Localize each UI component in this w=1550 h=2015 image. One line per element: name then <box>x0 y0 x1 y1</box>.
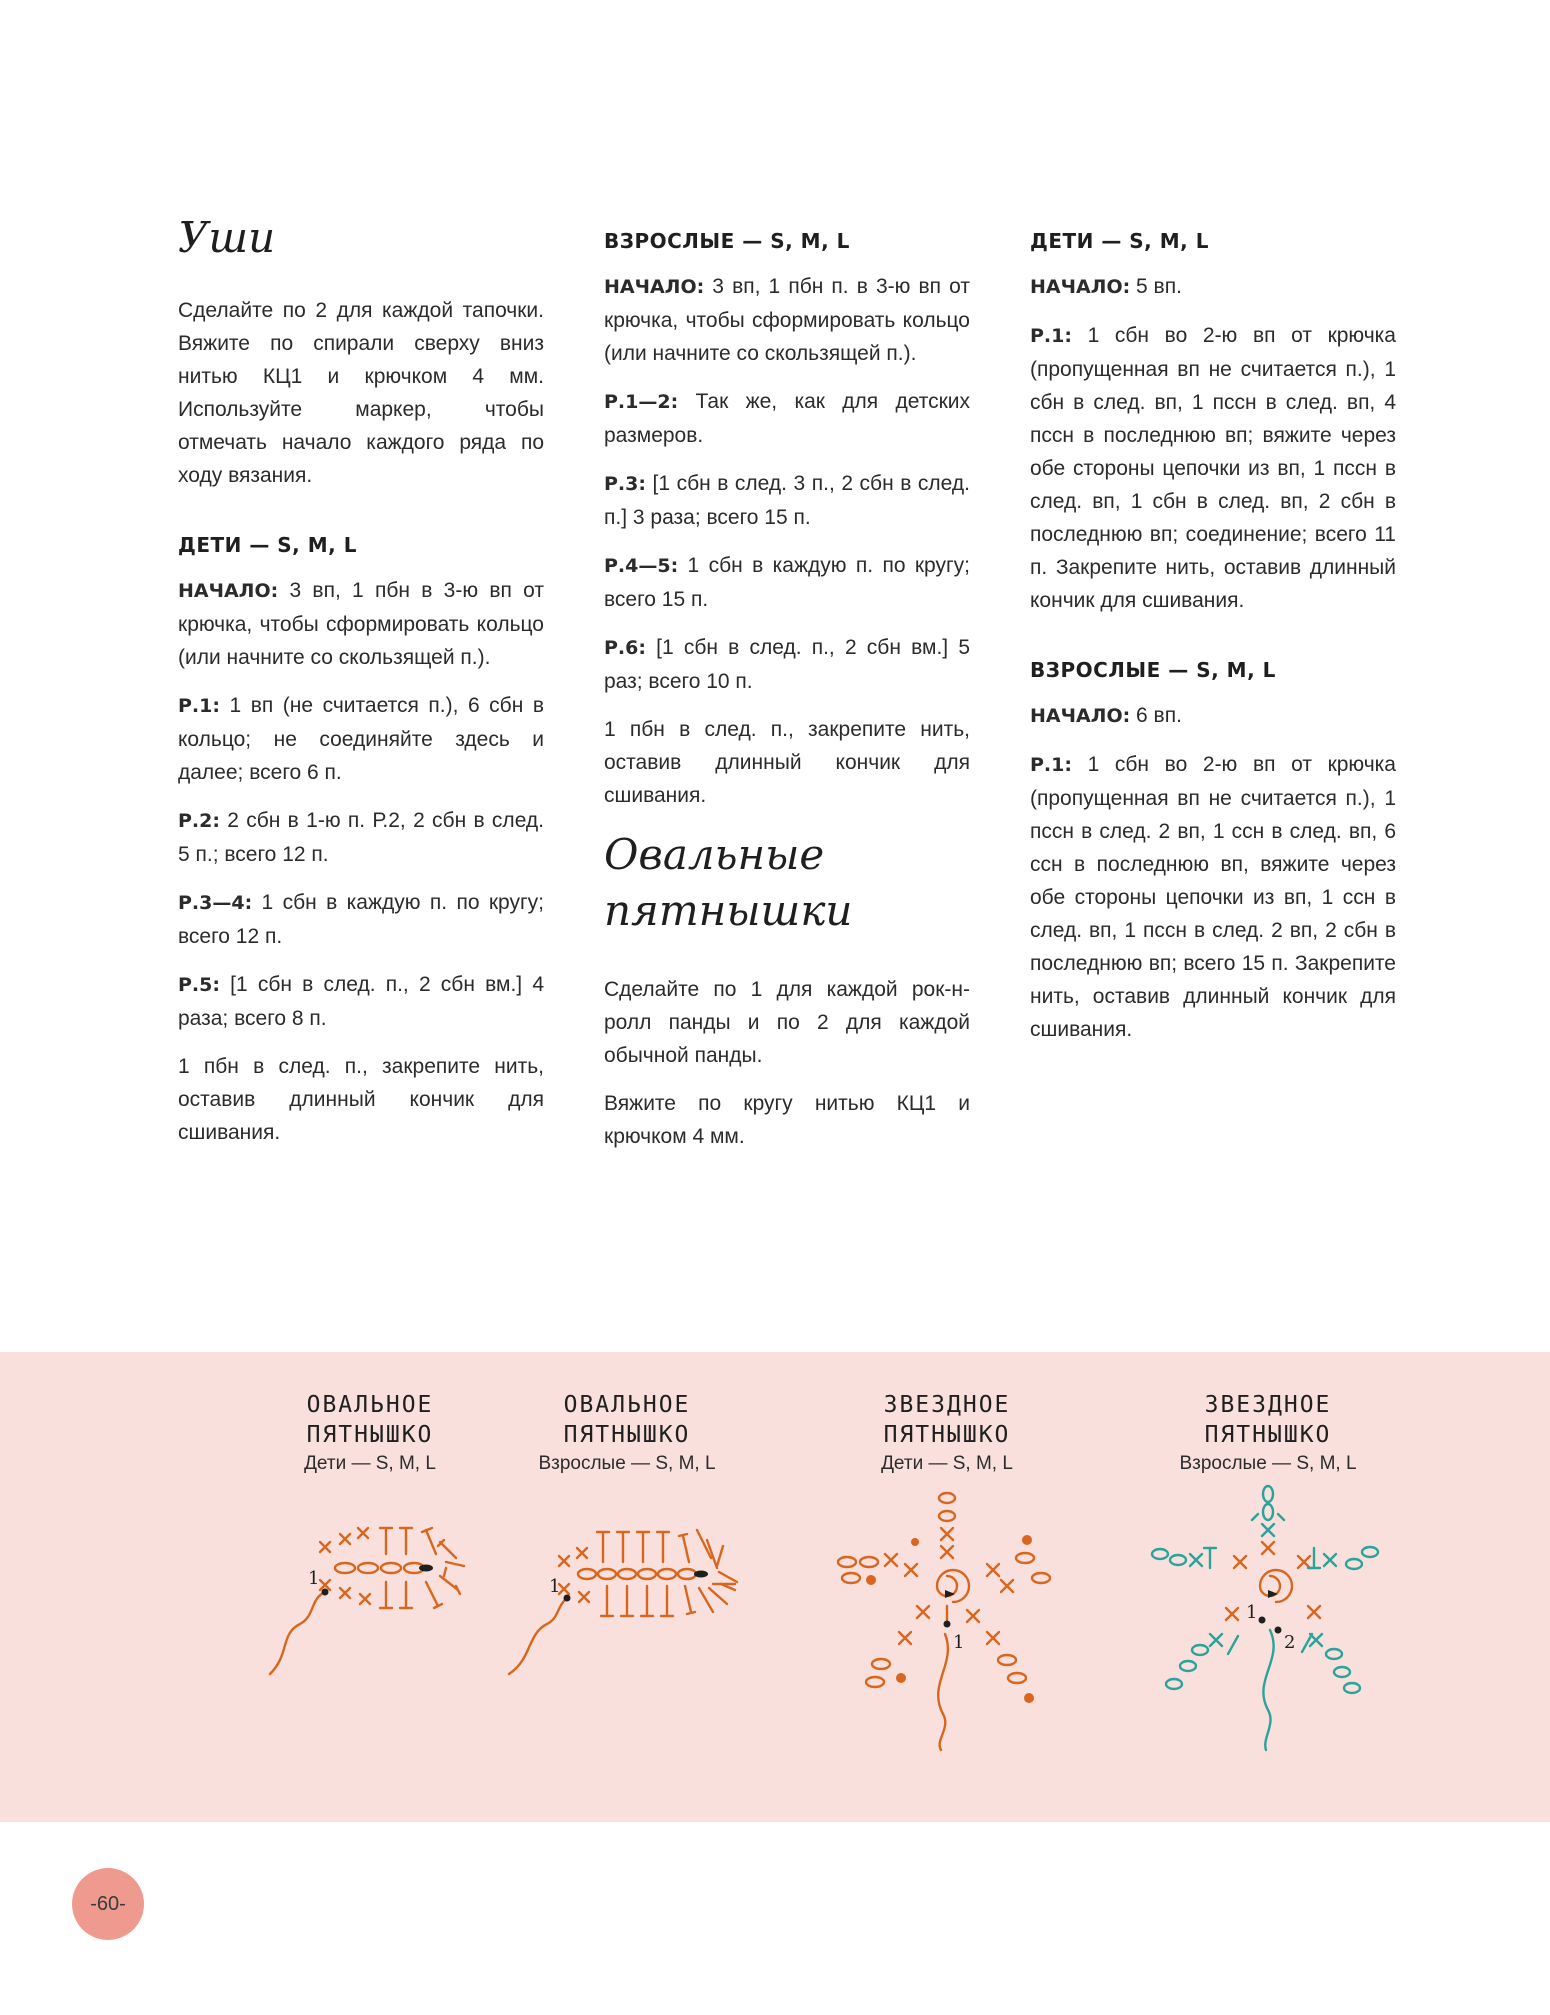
start-text: 6 вп. <box>1130 704 1182 727</box>
ears-kids-row2 <box>178 804 544 871</box>
row-text: [1 сбн в след. 3 п., 2 сбн в след. п.] 3 раза; всего 15 п. <box>604 472 970 529</box>
start-text: 3 вп, 1 пбн в 3-ю вп от крючка, чтобы сформировать кольцо (или начните со скользящей п.). <box>178 579 544 669</box>
ears-adults-finish: 1 пбн в след. п., закрепите нить, оставив длинный кончик для сшивания. <box>604 718 970 807</box>
spots-round: Вяжите по кругу нитью КЦ1 и крючком 4 мм. <box>604 1092 970 1148</box>
diagram-row-label-2: 2 <box>1284 1632 1296 1653</box>
section-title-oval-spots: Овальные пятнышки <box>604 830 853 935</box>
ears-kids-row5 <box>178 968 544 1035</box>
diagram-title-line1: ЗВЕЗДНОЕ <box>883 1392 1011 1418</box>
diagram-star-kids <box>797 1390 1097 1754</box>
kids-size-heading: ДЕТИ — S, M, L <box>178 533 357 557</box>
diagram-band <box>0 1352 1550 1822</box>
diagram-oval-adults <box>477 1390 777 1704</box>
oval-kids-chart-icon <box>240 1484 500 1704</box>
diagram-subtitle: Дети — S, M, L <box>881 1453 1013 1474</box>
row-text: 1 сбн в каждую п. по кругу; всего 15 п. <box>604 554 970 611</box>
row-text: [1 сбн в след. п., 2 сбн вм.] 5 раз; всего 10 п. <box>604 636 970 693</box>
diagram-star-adults <box>1118 1390 1418 1754</box>
row-label: Р.2: <box>178 810 220 832</box>
diagram-row-label: 1 <box>549 1576 561 1597</box>
spots-kids-start <box>1030 270 1396 304</box>
row-text: 1 сбн во 2-ю вп от крючка (пропущенная вп не считается п.), 1 пссн в след. 2 вп, 1 ссн в след. вп, 6 ссн в последнюю вп, вяжите через обе стороны цепочки из вп, 1 ссн в след. вп, 1 пссн в след. 2 вп, 2 сбн в последнюю вп; всего 15 п. Закрепите нить, оставив длинный кончик для сшивания. <box>1030 753 1396 1041</box>
start-label: НАЧАЛО: <box>1030 276 1131 298</box>
row-label: Р.3: <box>604 473 646 495</box>
ears-adults-row6 <box>604 631 970 698</box>
row-label: Р.4—5: <box>604 555 679 577</box>
row-label: Р.1: <box>1030 325 1072 347</box>
row-text: Так же, как для детских размеров. <box>604 390 970 447</box>
start-label: НАЧАЛО: <box>604 276 705 298</box>
page-number: -60- <box>72 1868 144 1940</box>
diagram-row-label-1: 1 <box>1246 1602 1258 1623</box>
row-text: 1 сбн в каждую п. по кругу; всего 12 п. <box>178 891 544 948</box>
spots-adults-start <box>1030 699 1396 733</box>
ears-kids-row3-4 <box>178 886 544 953</box>
row-label: Р.3—4: <box>178 892 253 914</box>
diagram-oval-kids <box>220 1390 520 1704</box>
spots-kids-row1 <box>1030 319 1396 617</box>
diagram-subtitle: Взрослые — S, M, L <box>1179 1453 1357 1474</box>
row-label: Р.6: <box>604 637 646 659</box>
diagram-row-label: 1 <box>953 1632 965 1653</box>
start-label: НАЧАЛО: <box>178 580 279 602</box>
diagram-title-line2: ПЯТНЫШКО <box>306 1422 434 1448</box>
start-text: 5 вп. <box>1130 275 1182 298</box>
diagram-title-line2: ПЯТНЫШКО <box>563 1422 691 1448</box>
spots-kids-heading: ДЕТИ — S, M, L <box>1030 229 1209 253</box>
row-text: 2 сбн в 1-ю п. Р.2, 2 сбн в след. 5 п.; всего 12 п. <box>178 809 544 866</box>
adults-size-heading: ВЗРОСЛЫЕ — S, M, L <box>604 229 850 253</box>
ears-kids-finish: 1 пбн в след. п., закрепите нить, оставив длинный кончик для сшивания. <box>178 1055 544 1144</box>
diagram-title-line2: ПЯТНЫШКО <box>1204 1422 1332 1448</box>
section-title-ears: Уши <box>178 213 276 262</box>
oval-adults-chart-icon <box>487 1484 767 1704</box>
star-kids-chart-icon <box>817 1484 1077 1754</box>
diagram-title-line2: ПЯТНЫШКО <box>883 1422 1011 1448</box>
spots-adults-heading: ВЗРОСЛЫЕ — S, M, L <box>1030 658 1276 682</box>
row-label: Р.5: <box>178 974 220 996</box>
start-text: 3 вп, 1 пбн п. в 3-ю вп от крючка, чтобы сформировать кольцо (или начните со скользящей п.). <box>604 275 970 365</box>
star-adults-chart-icon <box>1138 1484 1398 1754</box>
diagram-title-line1: ОВАЛЬНОЕ <box>306 1392 434 1418</box>
diagram-subtitle: Взрослые — S, M, L <box>538 1453 716 1474</box>
diagram-title-line1: ОВАЛЬНОЕ <box>563 1392 691 1418</box>
row-label: Р.1: <box>1030 754 1072 776</box>
ears-adults-row1-2 <box>604 385 970 452</box>
ears-adults-row3 <box>604 467 970 534</box>
diagram-subtitle: Дети — S, M, L <box>304 1453 436 1474</box>
spots-intro: Сделайте по 1 для каждой рок-н-ролл панды и по 2 для каждой обычной панды. <box>604 978 970 1067</box>
ears-kids-row1 <box>178 689 544 789</box>
row-label: Р.1: <box>178 695 220 717</box>
column-1 <box>178 210 544 1164</box>
start-label: НАЧАЛО: <box>1030 705 1131 727</box>
diagram-title-line1: ЗВЕЗДНОЕ <box>1204 1392 1332 1418</box>
ears-intro: Сделайте по 2 для каждой тапочки. Вяжите по спирали сверху вниз нитью КЦ1 и крючком 4 мм. Используйте маркер, чтобы отмечать начало каждого ряда по ходу вязания. <box>178 299 544 487</box>
column-2 <box>604 210 970 1168</box>
spots-adults-row1 <box>1030 748 1396 1046</box>
row-text: 1 вп (не считается п.), 6 сбн в кольцо; не соединяйте здесь и далее; всего 6 п. <box>178 694 544 784</box>
column-3 <box>1030 210 1396 1061</box>
diagram-row-label: 1 <box>308 1568 320 1589</box>
row-text: [1 сбн в след. п., 2 сбн вм.] 4 раза; всего 8 п. <box>178 973 544 1030</box>
row-text: 1 сбн во 2-ю вп от крючка (пропущенная вп не считается п.), 1 сбн в след. вп, 1 пссн в след. вп, 4 пссн в последнюю вп; вяжите через обе стороны цепочки из вп, 1 пссн в след. вп, 1 сбн в след. вп, 2 сбн в последнюю вп; соединение; всего 11 п. Закрепите нить, оставив длинный кончик для сшивания. <box>1030 324 1396 612</box>
ears-kids-start <box>178 574 544 674</box>
row-label: Р.1—2: <box>604 391 679 413</box>
ears-adults-row4-5 <box>604 549 970 616</box>
ears-adults-start <box>604 270 970 370</box>
